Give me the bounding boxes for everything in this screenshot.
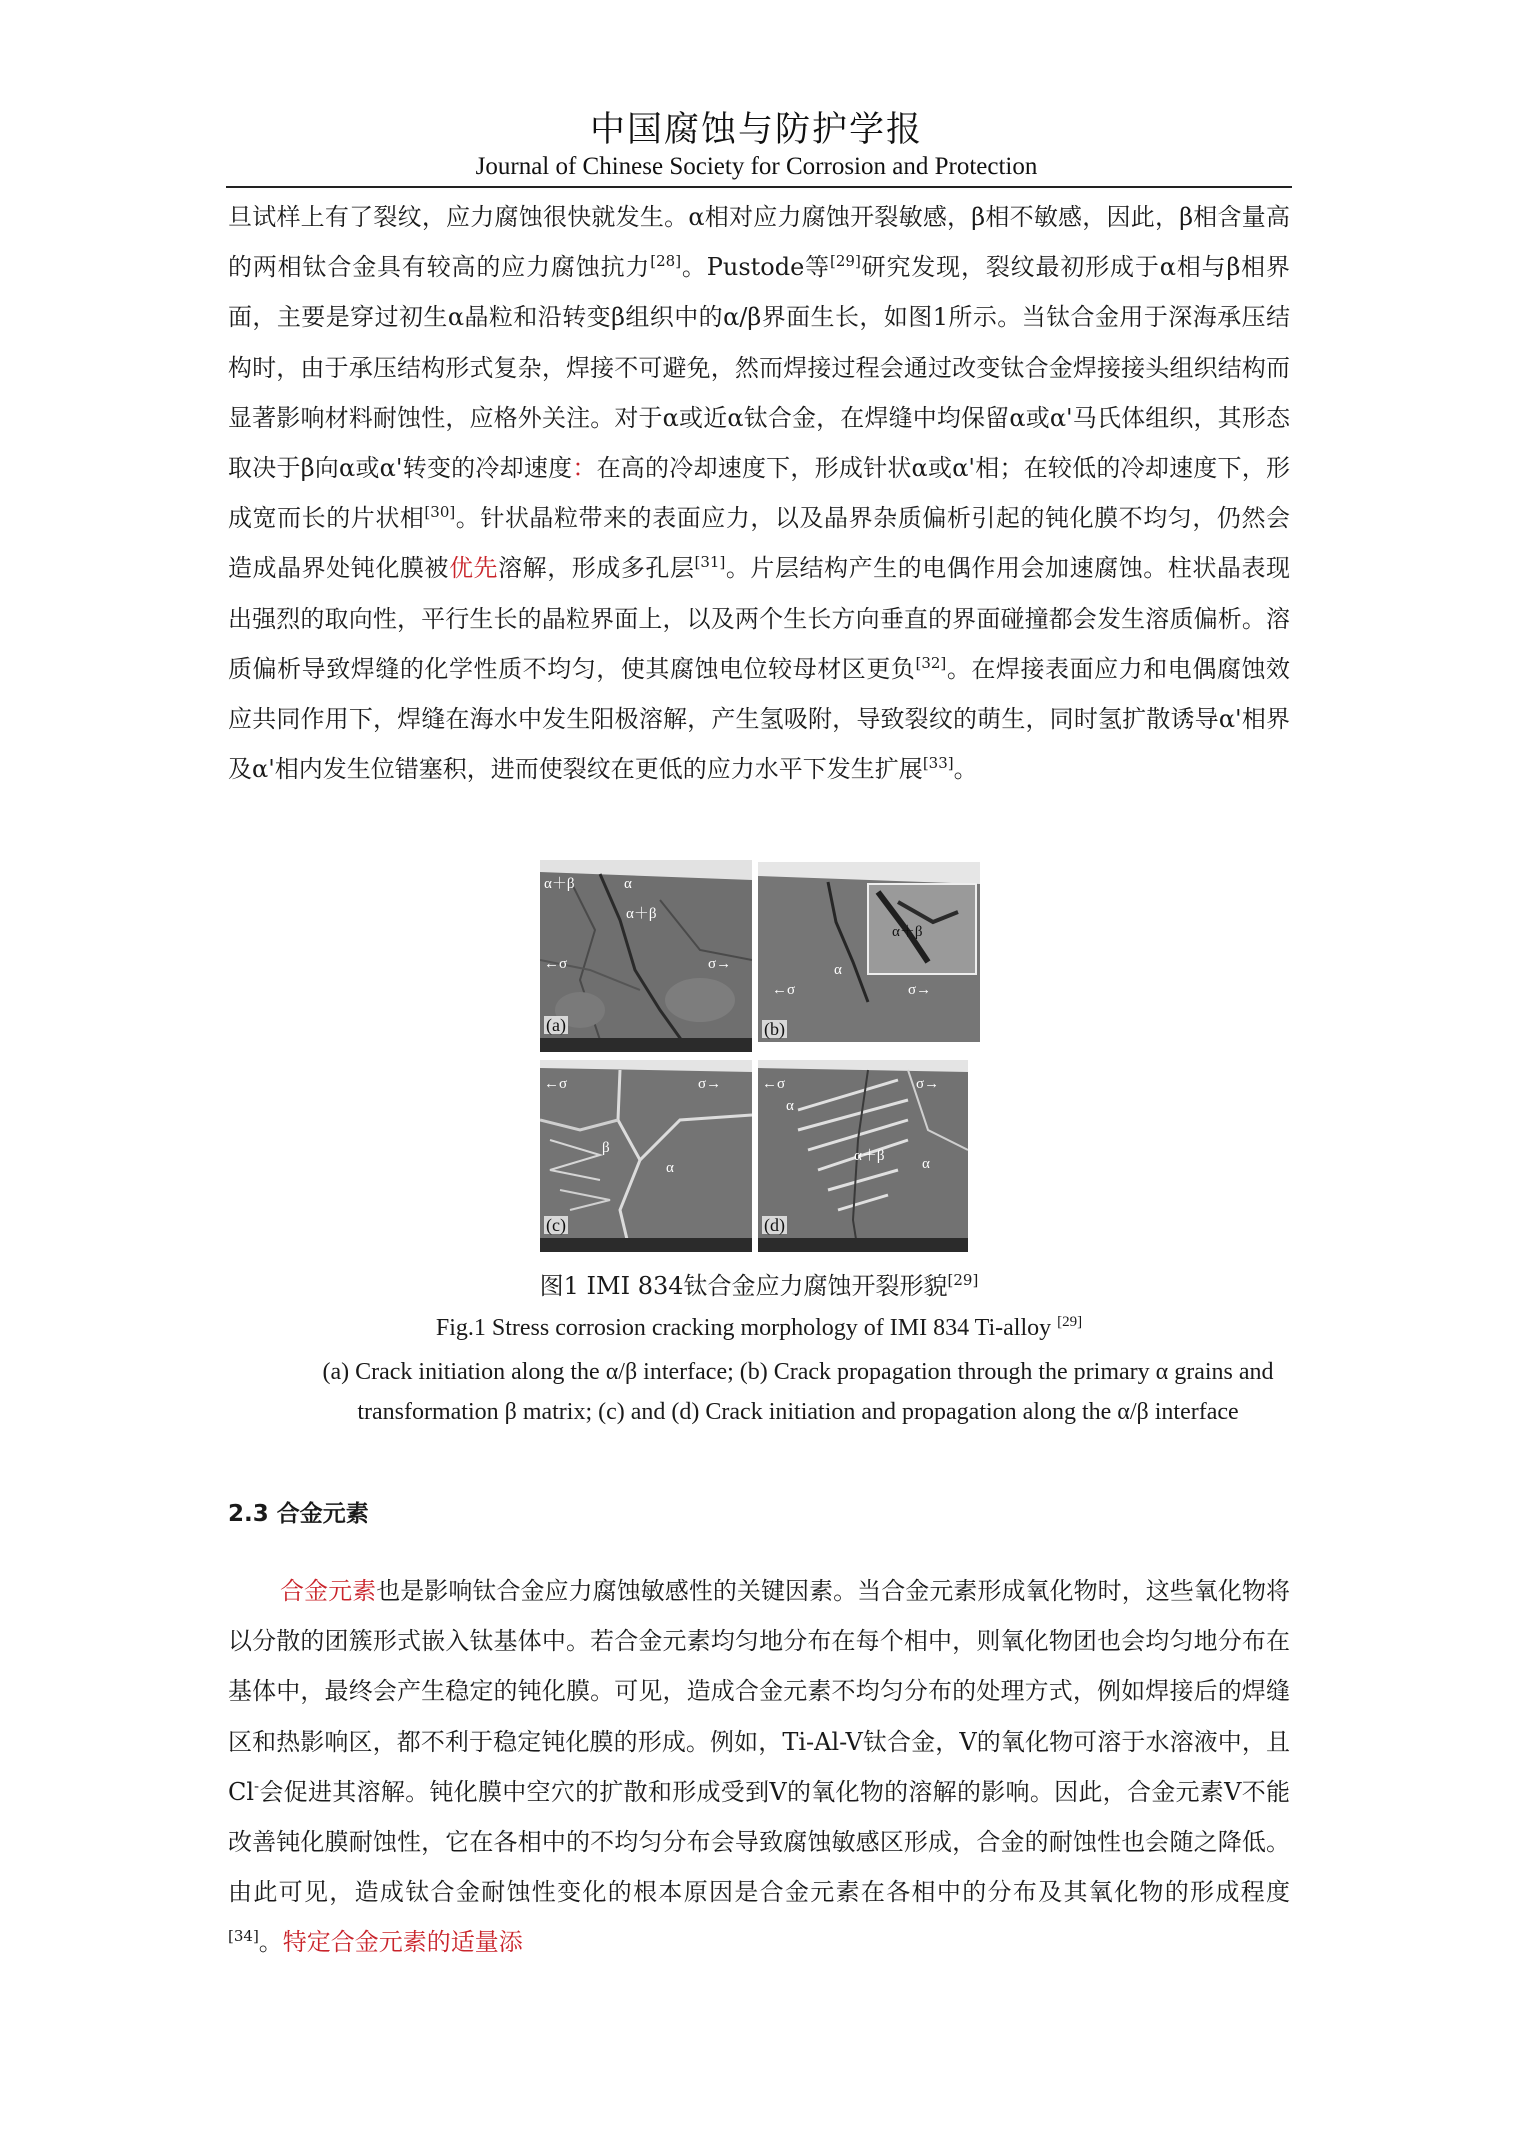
highlight-text: 优先 (448, 554, 499, 583)
phase-label: β (602, 1140, 610, 1156)
panel-label-d: (d) (764, 1215, 785, 1235)
scale-bar (758, 1238, 968, 1252)
stress-label: σ→ (708, 956, 732, 972)
journal-header (0, 108, 1513, 182)
header-rule (226, 186, 1292, 188)
citation: [32] (915, 653, 947, 672)
highlight-text: 合金元素 (280, 1577, 377, 1605)
phase-label: α (922, 1156, 930, 1172)
journal-title-en: Journal of Chinese Society for Corrosion and Protection (475, 153, 1038, 180)
journal-title-zh: 中国腐蚀与防护学报 (589, 110, 923, 150)
citation: [29] (947, 1271, 979, 1289)
phase-label: α (624, 876, 632, 892)
paragraph-2: 合金元素也是影响钛合金应力腐蚀敏感性的关键因素。当合金元素形成氧化物时，这些氧化物将以分散的团簇形式嵌入钛基体中。若合金元素均匀地分布在每个相中，则氧化物团也会均匀地分布在基体中，最终会产生稳定的钝化膜。可见，造成合金元素不均匀分布的处理方式，例如焊接后的焊缝区和热影响区，都不利于稳定钝化膜的形成。例如，Ti-Al-V钛合金，V的氧化物可溶于水溶液中，且Cl-会促进其溶解。钝化膜中空穴的扩散和形成受到V的氧化物的溶解的影响。因此，合金元素V不能改善钝化膜耐蚀性，它在各相中的不均匀分布会导致腐蚀敏感区形成，合金的耐蚀性也会随之降低。由此可见，造成钛合金耐蚀性变化的根本原因是合金元素在各相中的分布及其氧化物的形成程度[34]。特定合金元素的适量添 (228, 1577, 1291, 1957)
citation: [31] (694, 553, 726, 572)
phase-label: α (834, 962, 842, 978)
stress-label: σ→ (908, 982, 932, 998)
figure-caption-zh: 图1 IMI 834钛合金应力腐蚀开裂形貌[29] (539, 1271, 979, 1300)
phase-label: α＋β (626, 906, 657, 922)
panel-label-b: (b) (764, 1019, 785, 1039)
highlight-text: 特定合金元素的适量添 (282, 1928, 523, 1957)
scale-bar (540, 1038, 752, 1052)
stress-label: σ→ (916, 1076, 940, 1092)
micrograph-panel-a (540, 860, 752, 1052)
phase-label: α (786, 1098, 794, 1114)
micrograph-panel-c (540, 1060, 752, 1252)
micrograph-panel-d (758, 1060, 968, 1252)
micrograph-b-image (758, 862, 980, 1042)
stress-label: ←σ (544, 1076, 568, 1092)
micrograph-panel-b (758, 862, 980, 1042)
scale-bar (540, 1238, 752, 1252)
section-heading: 2.3 合金元素 (228, 1501, 369, 1527)
citation: [29] (830, 252, 861, 271)
phase-label: α＋β (892, 924, 923, 940)
panel-label-c: (c) (546, 1215, 566, 1235)
phase-label: α＋β (544, 876, 575, 892)
stress-label: ←σ (762, 1076, 786, 1092)
stress-label: ←σ (772, 982, 796, 998)
phase-label: α＋β (854, 1148, 885, 1164)
panel-label-a: (a) (546, 1015, 566, 1035)
figure-caption-note: (a) Crack initiation along the α/β interface; (b) Crack propagation through the primary α grains and transformation β matrix; (c) and (d) Crack initiation and propagation along the α/β interface (322, 1359, 1274, 1425)
stress-label: σ→ (698, 1076, 722, 1092)
citation: [34] (228, 1927, 259, 1946)
phase-label: α (666, 1160, 674, 1176)
citation: [29] (1057, 1314, 1083, 1330)
paragraph-1: 旦试样上有了裂纹，应力腐蚀很快就发生。α相对应力腐蚀开裂敏感，β相不敏感，因此，β相含量高的两相钛合金具有较高的应力腐蚀抗力[28]。Pustode等[29]研究发现，裂纹最初形成于α相与β相界面，主要是穿过初生α晶粒和沿转变β组织中的α/β界面生长，如图1所示。当钛合金用于深海承压结构时，由于承压结构形式复杂，焊接不可避免，然而焊接过程会通过改变钛合金焊接接头组织结构而显著影响材料耐蚀性，应格外关注。对于α或近α钛合金，在焊缝中均保留α或α'马氏体组织，其形态取决于β向α或α'转变的冷却速度：在高的冷却速度下，形成针状α或α'相；在较低的冷却速度下，形成宽而长的片状相[30]。针状晶粒带来的表面应力，以及晶界杂质偏析引起的钝化膜不均匀，仍然会造成晶界处钝化膜被优先溶解，形成多孔层[31]。片层结构产生的电偶作用会加速腐蚀。柱状晶表现出强烈的取向性，平行生长的晶粒界面上，以及两个生长方向垂直的界面碰撞都会发生溶质偏析。溶质偏析导致焊缝的化学性质不均匀，使其腐蚀电位较母材区更负[32]。在焊接表面应力和电偶腐蚀效应共同作用下，焊缝在海水中发生阳极溶解，产生氢吸附，导致裂纹的萌生，同时氢扩散诱导α'相界及α'相内发生位错塞积，进而使裂纹在更低的应力水平下发生扩展[33]。 (228, 203, 1291, 784)
figure-caption-en: Fig.1 Stress corrosion cracking morphology of IMI 834 Ti-alloy [29] (435, 1314, 1083, 1341)
citation: [33] (922, 754, 954, 773)
figure-1-micrographs (540, 860, 980, 1252)
citation: [28] (650, 252, 682, 271)
citation: [30] (424, 503, 456, 522)
stress-label: ←σ (544, 956, 568, 972)
